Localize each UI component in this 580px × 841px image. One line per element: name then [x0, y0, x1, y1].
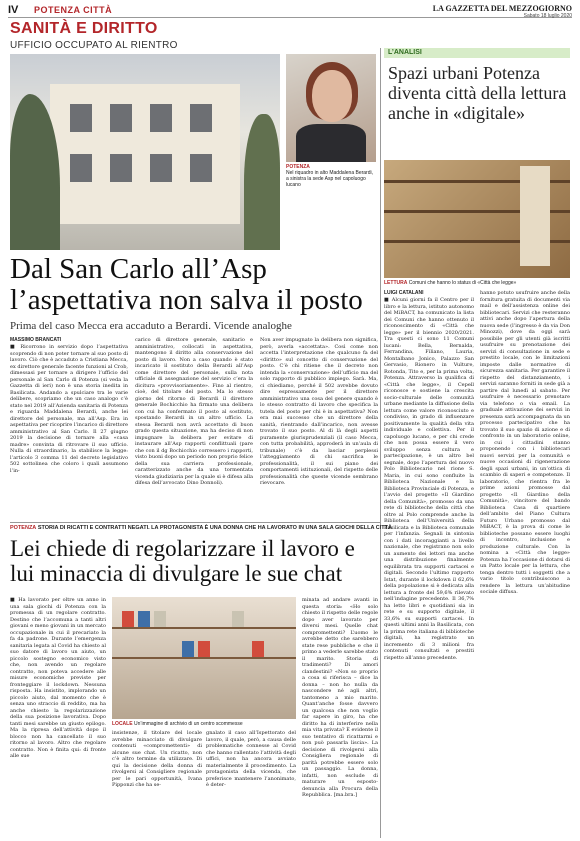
section-divider — [10, 522, 380, 523]
section-name: POTENZA CITTÀ — [34, 5, 113, 15]
caption-label: LOCALE — [112, 721, 133, 727]
caption-text: Nel riquadro in alto Maddalena Berardi, a sinistra la sede Asp nel capoluogo lucano — [286, 170, 373, 188]
analysis-col1: ■ Alcuni giorni fa il Centro per il libro e la lettura, istituto autonomo del MiBACT, ha comunicato la lista dei Comuni che hanno ottenuto il riconoscimento di «Città che legge» per il biennio 2020/2021. Tra questi ci sono 11 Comuni lucani: Bella, Bernalda, Ferrandina, Filiano, Lauria, Montalbano Jonico, Palazzo San Gervasio, Rionero in Vulture, Rotonda, Tito e, per la prima volta, Potenza. Attraverso la qualifica di «Città che legge», il Cepell riconosce e sostiene la crescita socio-culturale delle comunità urbane mediante la diffusione della lettura come valore riconosciuto e condiviso, in grado di influenzare positivamente la qualità della vita individuale e collettiva. Per il capoluogo lucano, e per chi crede che non possa essere il vero sviluppo senza cultura e partecipazione, è un altro bel segnale, dopo l’apertura del nuovo Polo Bibliotecario nel rione S. Maria, in cui sono confluite la Biblioteca Nazionale e la Biblioteca Provinciale di Potenza, e l’avvio del progetto «Il Giardino della Comunità», promosso da una rete di biblioteche della città che oltre al Polo comprende anche la Biblioteca dell’Università della Basilicata e la Biblioteca comunale per l’infanzia. Segnali in sintonia con i dati incoraggianti a livello nazionale, che registrano non solo un aumento dei lettori ma anche una distribuzione finalmente equilibrata tra supporti cartacei e digitali. Secondo l’ultimo rapporto Istat, durante il lockdown il 62,6% della popolazione si è dedicata alla lettura a fronte del 59,6% rilevato nell’indagine precedente. Il 36,7% ha letto libri e quotidiani sia in rete e su supporto digitale, il 33,6% su supporti cartacei. In questi ultimi anni la Basilicata, con la prima rete italiana di biblioteche digitali, ha registrato un incremento di 3 milioni fra contenuti consultati e prestiti rispetto all’anno precedente. — [384, 297, 474, 661]
portrait-photo — [286, 54, 376, 162]
analysis-title: Spazi urbani Potenza diventa città della lettura anche in «digitale» — [388, 63, 567, 123]
caption-text: Un’immagine di archivio di un centro scommesse — [133, 721, 243, 727]
caption-label: LETTURA — [384, 280, 408, 286]
asp-building-photo — [10, 54, 280, 250]
page-number: IV — [8, 4, 19, 16]
library-caption — [384, 280, 570, 286]
betting-caption — [112, 721, 296, 727]
masthead — [8, 4, 572, 18]
story2-col1: ■ Ha lavorato per oltre un anno in una sala giochi di Potenza con la promessa di un regolare contratto. Destino che l’accomuna a tanti altri giovani e meno giovani in un mercato occupazionale in cui il precariato la fa da padrone. Durante l’emergenza sanitaria legata al Covid ha chiesto al suo datore di lavoro un aiuto, un piccolo sostegno economico visto che, non avendo un regolare contratto, non poteva accedere alle misure economiche previste per fronteggiare il lockdown. Nessuna risposta. Ha insistito, implorando un piccolo aiuto, dal momento che è senza uno straccio di reddito, ma ha anche chiesto la regolarizzazione della sua posizione lavorativa. Dopo tanti mesi sarebbe un giusto epilogo. Ma la ripresa dell’attività dopo il blocco non ha cancellato il suo ritorno al lavoro. Altro che regolare contratto. Non è finita qui: di fronte alle sue — [10, 597, 106, 759]
column-divider — [380, 48, 381, 838]
issue-date: Sabato 18 luglio 2020 — [523, 13, 572, 19]
analysis-label: L’ANALISI — [384, 48, 570, 58]
story1-col1: ■ Ricorrono in servizio dopo l’aspettativa scoprendo di non poter tornare al suo posto di lavoro. Ciò che è accaduto a Cristiana Mecca, ex direttore generale facente funzioni al Crob, dimessasi per tornare a dirigere l’ufficio del personale al San Carlo di Potenza (si veda la Gazzetta di ieri) non è una storia inedita in Basilicata. Andando a spulciare tra le varie delibere, scopriamo che un caso analogo c’è stato nel 2019 all’Azienda sanitaria di Potenza e riguarda Maddalena Berardi, anche lei direttore del personale, ma all’Asp. Era in aspettativa per ricoprire l’incarico di direttore amministrativo al San Carlo. Il 27 giugno 2019 la decisione di tornare alla «casa madre» convinta di ritrovare il suo ufficio. Nulla di straordinario, la stabilisce la legge: l’articolo 3 comma 11 del decreto legislativo 502 sottolinea che coloro i quali assumono l’in- — [10, 344, 128, 474]
story1-kicker: SANITÀ E DIRITTO — [10, 20, 158, 37]
story2-col4: minata ad andare avanti in questa storia: «Ho solo chiesto il rispetto delle regole dopo aver lavorato per diversi mesi. Quelle chat compromettenti? L’uomo le avrebbe detto che sarebbero state rese pubbliche e che il primo a vederle sarebbe stato il marito. Storia di tradimenti? Di amori clandestini? «Non so proprio a cosa si riferisca – dice la donna – non ho nulla da nascondere né agli altri, tantomeno a mio marito. Quant’anche fosse davvero un qualcosa che non voglio far sapere in giro, ha che diritto ha di interferire nella mia vita privata? È evidente il suo tentativo di ricattarmi e non può passarla liscia». La decisione di rivolgersi alla Consigliera regionale di parità potrebbe essere solo un passaggio. La donna, infatti, non esclude di maturare un esposto-denuncia alla Procura della Repubblica. [ma.bra.] — [302, 597, 378, 798]
analysis-col2: hanno potuto usufruire anche della fornitura gratuita di documenti via mail e dell’assistenza online dei bibliotecari. Servizi che resteranno attivi anche dopo l’apertura della nuova sede (l’ingresso è da via Don Minozzi), dove da oggi sarà possibile per gli utenti già iscritti usufruire su prenotazione dei servizi di consultazione in sede e prestito locale, con le limitazioni imposte dalle normative di sicurezza sanitaria. Per garantire il rispetto del distanziamento, i servizi saranno forniti in sede già a partire dal lunedì al sabato. Per usufruire è necessario prenotare via telefono o via email. La graduale attivazione dei servizi in presenza sarà accompagnata da un processo partecipativo che ha trovato il suo spazio di azione e di confronto in un laboratorio online, in cui i cittadini stanno proponendo con i bibliotecari nuovi servizi per la comunità e nuove occasioni di rigenerazione degli spazi urbani, in un’ottica di scambio di saperi e competenze. Il laboratorio, che rientra fra le prime azioni promosse dal progetto «Il Giardino della Comunità», vincitore del bando Biblioteca Casa di quartiere dell’ambito del Piano Cultura Futuro Urbano promosso dal MiBACT, è la prova di come le biblioteche possano essere luoghi di incontro, inclusione e produzione culturale. Con la nomina a «Città che legge» Potenza ha l’occasione di dotarsi di un Patto locale per la lettura, che tenga dentro tutti i soggetti che a vario titolo contribuiscono a rendere la lettura un’abitudine sociale diffusa. — [480, 290, 570, 595]
story2-title: Lei chiede di regolarizzare il lavoro e lui minaccia di divulgare le sue chat — [10, 536, 355, 586]
story2-kicker-label: POTENZA — [10, 525, 37, 531]
caption-text: Comuni che hanno lo status di «Città che legge» — [408, 280, 517, 286]
story1-deck: Prima del caso Mecca era accaduto a Berardi. Vicende analoghe — [10, 320, 292, 332]
story2-col3: gnalato il caso all’Ispettorato del lavoro, il quale, però, a causa delle problematiche connesse al Covid che hanno rallentato l’attività degli uffici, non ha ancora avviato materialmente il procedimento. La protagonista della vicenda, che preferisce mantenere l’anonimato, è deter- — [206, 730, 296, 788]
story1-col3: Non aver impugnato la delibera non significa, però, averla «accettata». Così come non accetta l’interpretazione che qualcuno fa del «diritto» sul concetto di conservazione del posto. C’è chi ritiene che il decreto non intenda la «conservazione» dell’ufficio ma del solo rapporto di pubblico impiego. Sarà. Ma, ci chiediamo, perché il 502 avrebbe dovuto dire espressamente per il direttore amministrativo una cosa del genere quando è lo stesso contratto di lavoro che specifica la tutela del posto per chi è in aspettativa? Non era mai successo che un direttore della sanità, rientrando dall’incarico, non avesse trovato il suo posto. Al di là degli aspetti puramente giurisprudenziali (il caso Mecca, con tutta probabilità, approderà in un’aula di tribunale) c’è da lasciar perplessi l’atteggiamento di chi sacrifica le professionalità, il sui piano dei comportamenti istituzionali, del rispetto delle professionalità che queste vicende sembrano rievocare. — [260, 337, 378, 486]
story1-subkicker: UFFICIO OCCUPATO AL RIENTRO — [10, 40, 178, 51]
story1-title: Dal San Carlo all’Asp l’aspettativa non salva il posto — [10, 253, 363, 316]
story1-col2: carico di direttore generale, sanitario e amministrativo, collocati in aspettativa, mantengono il diritto alla conservazione del posto di lavoro. Non a caso quando è stato incaricato il sostituto della Berardi all’Asp come direttore del personale, sulla nota ufficiale di assegnazione del servizio c’era la dicitura «provvisoriamente». Fino al rientro, cioè, del titolare del posto. Ma lo stesso giorno del ritorno di Berardi il direttore generale Bochicchio ha firmato una delibera con cui ha confermato il posto al sostituto, spostando Berardi in un altro ufficio. La stessa Berardi non avrà accettato di buon grado questa situazione, ma ha deciso di non impugnare la delibera per evitare di instaurare all’Asp rapporti conflittuali (pare che con il dg Bochicchio corressero i rapporti, visto buoni dopo un periodo non proprio felice della sua carriera professionale, caratterizzato anche da una tormentata vicenda giudiziaria per la quale si è difesa alla difesa dell’avvocato Dino Donnoli). — [135, 337, 253, 486]
story1-byline: MASSIMO BRANCATI — [10, 337, 62, 343]
betting-center-photo — [112, 597, 296, 719]
analysis-byline: LUIGI CATALANI — [384, 290, 424, 296]
portrait-caption — [286, 164, 376, 188]
newspaper-name: LA GAZZETTA DEL MEZZOGIORNO — [432, 4, 572, 13]
story2-col2: insistenze, il titolare del locale avrebbe minacciato di divulgare contenuti «compromettenti» di alcune sue chat. Un ricatto, non c’è altro termine da utilizzare. Di qui la decisione della donna di rivolgersi al Consigliere regionale per le pari opportunità, Ivana Pipponzi che ha se- — [112, 730, 202, 788]
caption-label: POTENZA — [286, 164, 310, 170]
story2-kicker-text: STORIA DI RICATTI E CONTRATTI NEGATI. LA PROTAGONISTA È UNA DONNA CHE HA LAVORATO IN UNA SALA GIOCHI DELLA CITTÀ — [37, 525, 392, 531]
library-photo — [384, 160, 570, 278]
story2-kicker — [10, 525, 570, 531]
